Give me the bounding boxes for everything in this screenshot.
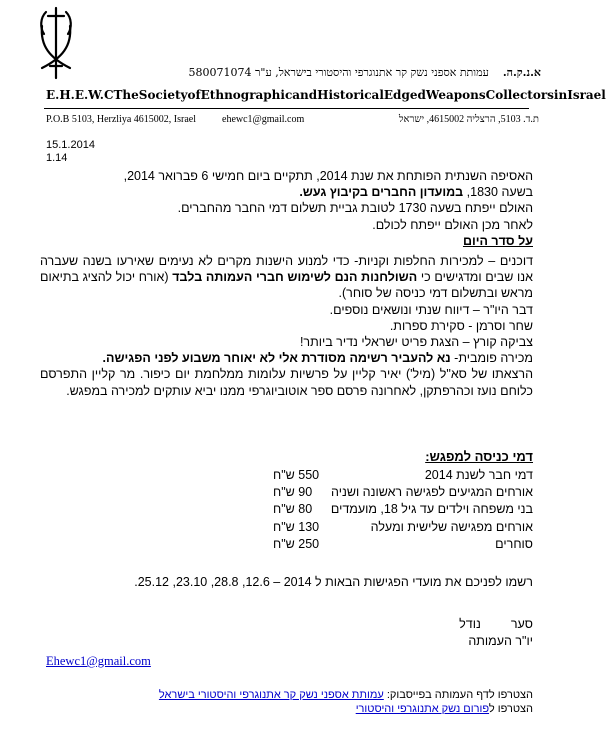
english-title-word: Israel	[567, 88, 606, 102]
agenda-item-rare-item: צביקה קורץ – הצגת פריט ישראלי נדיר ביותר!	[299, 335, 533, 350]
fee-price: 130 ש"ח	[273, 519, 320, 534]
fee-label: אורחים מפגישה שלישית ומעלה	[370, 519, 533, 534]
signer-name: סער נודל	[459, 617, 533, 631]
signer-role: יו"ר העמותה	[468, 634, 533, 648]
org-abbreviation-english: E.H.E.W.C	[46, 88, 114, 102]
facebook-page-link[interactable]: עמותת אספני נשק קר אתנוגרפי והיסטורי בישראל	[158, 689, 384, 701]
agenda-item-chairman: דבר היו"ר – דיווח שנתי ונושאים נוספים.	[329, 302, 533, 317]
agenda-item-stalls: דוכנים – למכירות החלפות וקניות- כדי למנוע הישנות מקרים לא נעימים שאירעו בשנה שעברה אנו שבים ומדגישים כי השולחנות הנם לשימוש חברי העמותה בלבד (אורח יכול להציג בתיאום מראש ובתשלום דמי כניסה של סוחר).	[40, 254, 534, 301]
english-title-word: The	[113, 88, 139, 102]
footer-links	[159, 688, 533, 716]
org-name-english	[46, 88, 606, 102]
agenda-item-auction: מכירה פומבית- נא להעביר רשימה מסודרת אלי לא יאוחר משבוע לפני הפגישה.	[102, 351, 533, 366]
header-divider	[44, 108, 529, 109]
english-title-word: Edged	[383, 88, 426, 102]
agenda-title: על סדר היום	[462, 233, 533, 248]
fee-row	[273, 519, 533, 536]
org-full-name: עמותת אספני נשק קר אתנוגרפי והיסטורי בישראל, ע"ר 580071074	[188, 66, 489, 79]
fee-label: אורחים המגיעים לפגישה ראשונה ושניה	[331, 485, 533, 500]
fee-price: 250 ש"ח	[273, 536, 320, 551]
fee-row	[273, 536, 533, 553]
fee-row	[273, 501, 533, 518]
address-hebrew: ת.ד. 5103, הרצליה 4615002, ישראל	[398, 114, 539, 125]
fee-price: 90 ש"ח	[273, 485, 313, 500]
english-title-word: Society	[138, 88, 188, 102]
letter-date: 15.1.2014	[46, 139, 95, 151]
agenda-item-literature: שחר וסרמן - סקירת ספרות.	[389, 318, 533, 333]
footer-forum-line: הצטרפו לפורום נשק אתנוגרפי והיסטורי	[355, 703, 533, 715]
english-title-word: and	[292, 88, 318, 102]
paragraph-meeting-place: בשעה 1830, במועדון החברים בקיבוץ געש.	[299, 185, 533, 200]
english-title-word: Ethnographic	[200, 88, 293, 102]
fee-price: 550 ש"ח	[273, 468, 320, 482]
english-title-word: in	[553, 88, 568, 102]
agenda-item-lecture: הרצאתו של סא"ל (מיל') יאיר קליין על פרשיות עלומות ממלחמת יום כיפור. מר קליין התפרסם כלוחם נועז וכהרפתקן, לאחרונה פרסם ספר אוטוביוגרפי ממנו יביא עותקים למכירה במפגש.	[40, 367, 533, 398]
letter-body	[40, 168, 533, 399]
fee-label: סוחרים	[495, 536, 533, 551]
fee-label: בני משפחה וילדים עד גיל 18, מועמדים	[330, 502, 533, 517]
paragraph-hall-public: לאחר מכן האולם ייפתח לכולם.	[372, 217, 533, 232]
footer-facebook-line: הצטרפו לדף העמותה בפייסבוק: עמותת אספני נשק קר אתנוגרפי והיסטורי בישראל	[158, 689, 533, 701]
paragraph-meeting-date: האסיפה השנתית הפותחת את שנת 2014, תתקיים ביום חמישי 6 פברואר 2014,	[123, 169, 533, 183]
letter-date-block	[46, 139, 95, 165]
fee-label: דמי חבר לשנת 2014	[424, 468, 533, 482]
paragraph-hall-opening: האולם ייפתח בשעה 1730 לטובת גביית תשלום דמי החבר מהחברים.	[177, 201, 533, 216]
meeting-dates: רשמו לפניכם את מועדי הפגישות הבאות ל 2014 – 12.6, 28.8, 23.10, 25.12.	[134, 575, 533, 589]
signature-block	[459, 616, 533, 650]
english-title-word: Collectors	[485, 88, 554, 102]
letter-reference: 1.14	[46, 152, 68, 164]
address-english: P.O.B 5103, Herzliya 4615002, Israel	[46, 114, 196, 125]
english-title-word: Historical	[317, 88, 384, 102]
fee-row	[273, 484, 533, 501]
entry-fees-title: דמי כניסה למפגש:	[425, 449, 533, 464]
entry-fees-table	[273, 467, 533, 553]
org-name-hebrew	[189, 66, 541, 79]
english-title-word: of	[187, 88, 201, 102]
signature-email-link[interactable]: Ehewc1@gmail.com	[46, 654, 151, 668]
english-title-word: Weapons	[425, 88, 486, 102]
fee-row	[273, 467, 533, 484]
society-emblem-logo	[36, 6, 76, 80]
fee-price: 80 ש"ח	[273, 502, 313, 517]
header-email: ehewc1@gmail.com	[222, 114, 305, 125]
org-abbreviation: א.נ.ק.ה.	[502, 66, 541, 79]
forum-link[interactable]: פורום נשק אתנוגרפי והיסטורי	[355, 703, 490, 715]
